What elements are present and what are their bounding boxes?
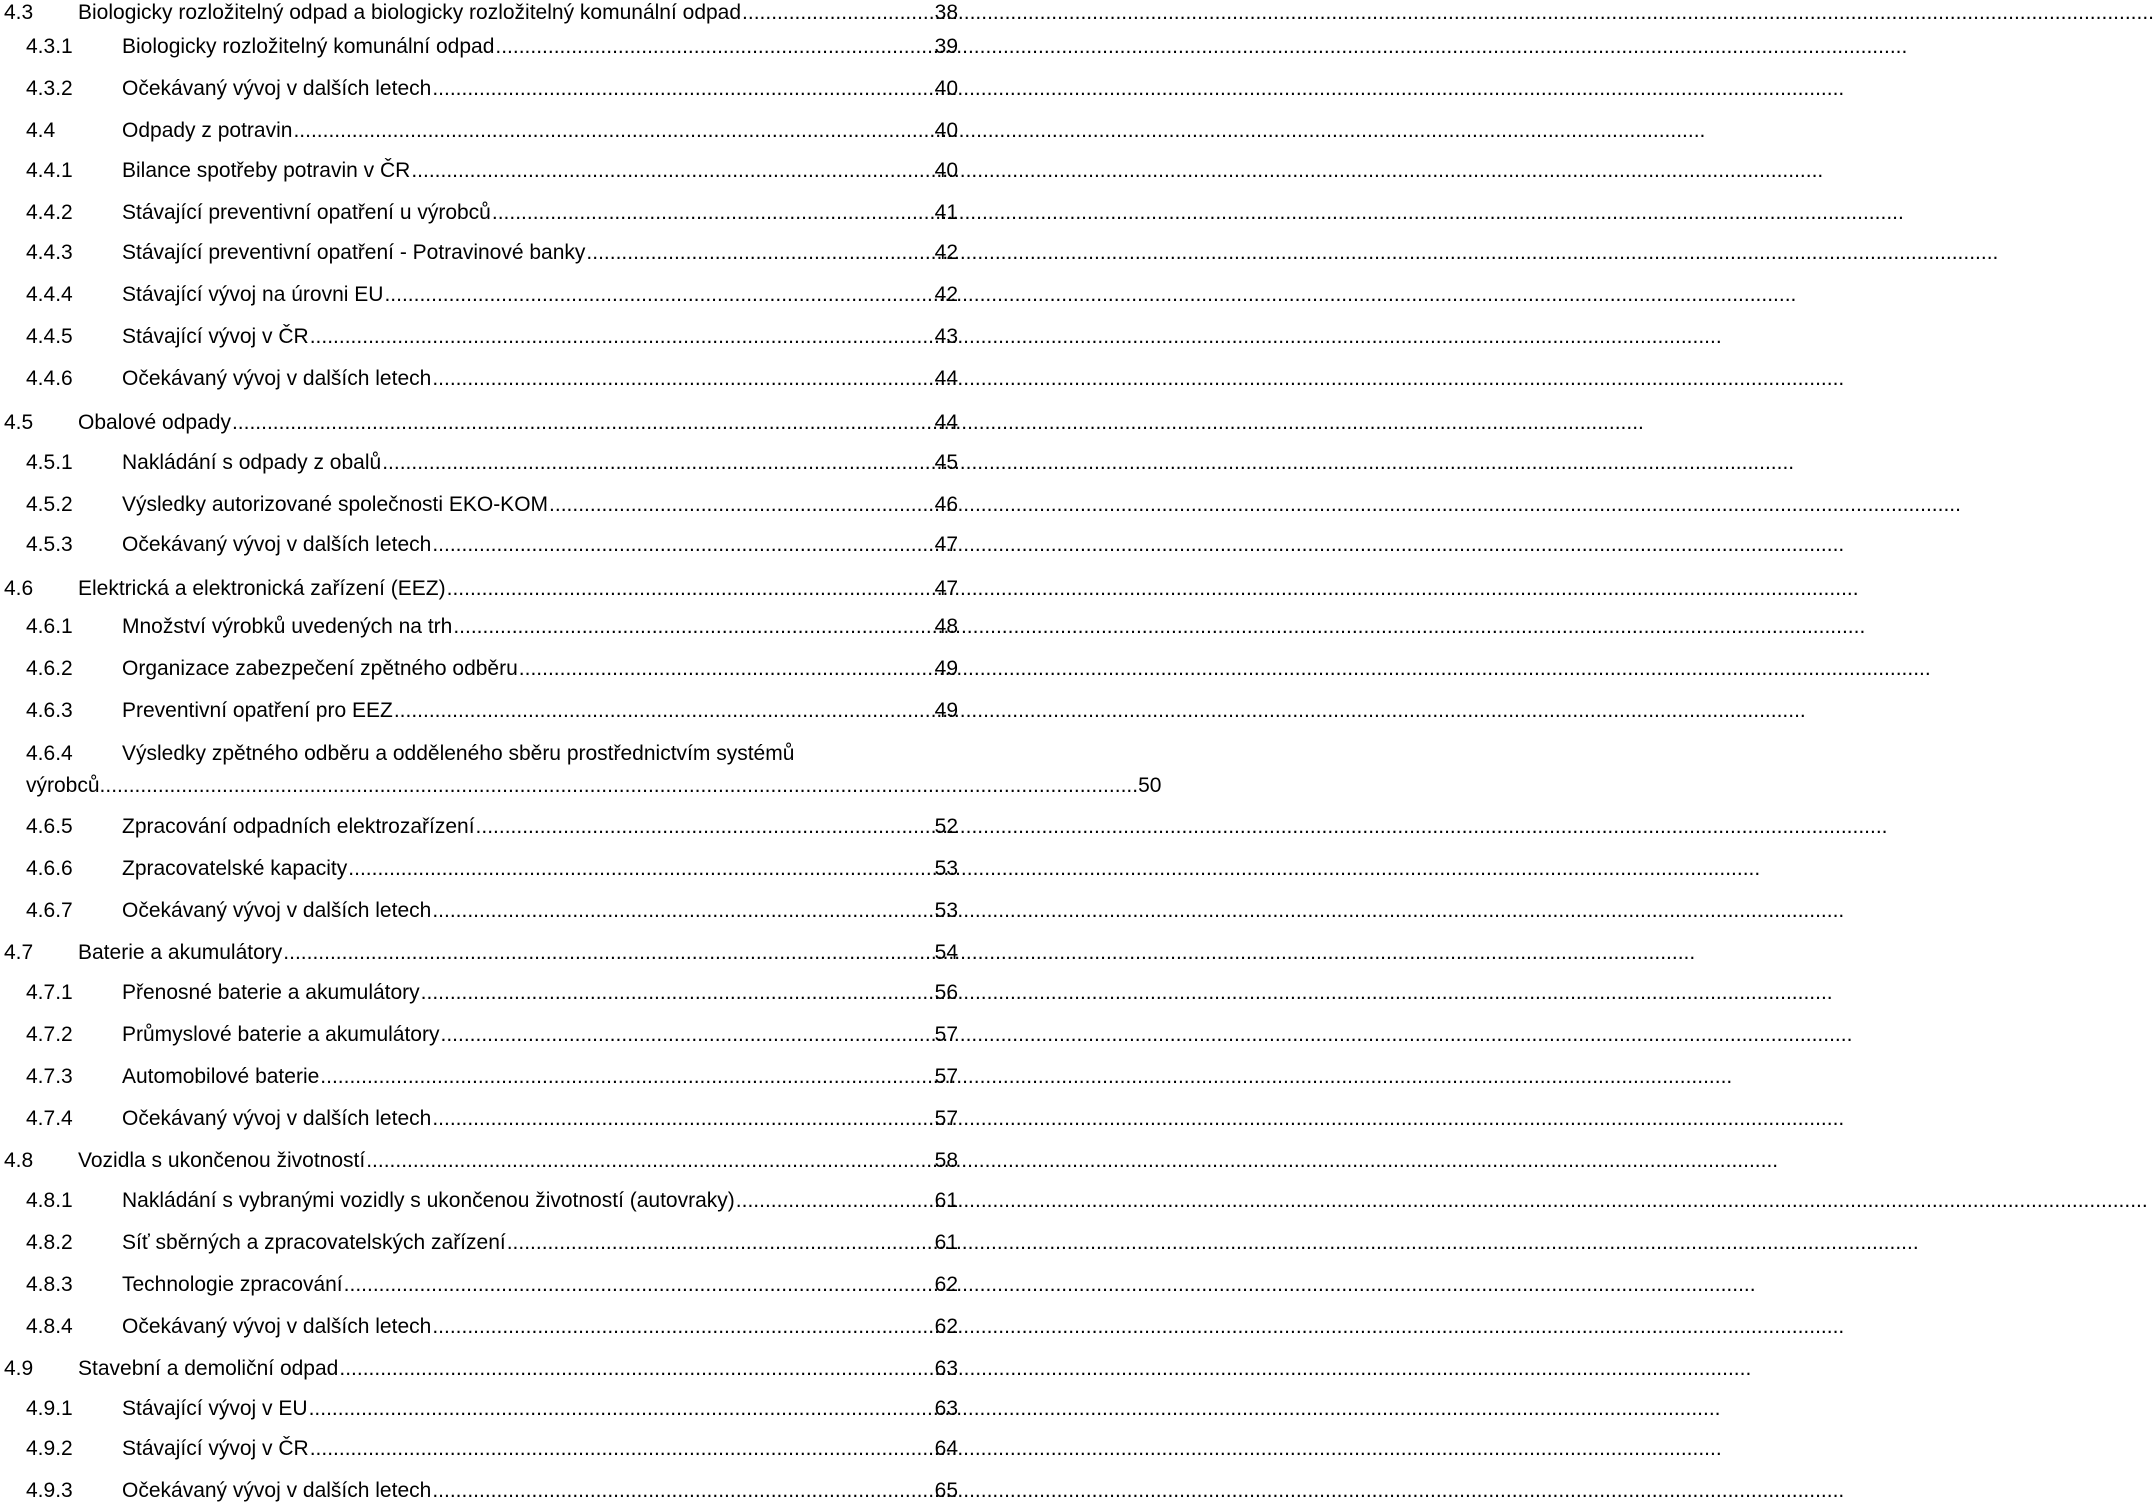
- toc-entry-page: 40: [934, 159, 958, 182]
- toc-entry-title-continued: výrobců: [26, 774, 100, 797]
- toc-entry[interactable]: [0, 1230, 958, 1256]
- toc-entry-title: Technologie zpracování: [122, 1273, 343, 1296]
- dot-leader: [421, 980, 934, 1006]
- toc-entry-page: 53: [934, 857, 958, 880]
- dot-leader: [495, 34, 933, 60]
- toc-entry-title: Zpracovatelské kapacity: [122, 857, 348, 880]
- toc-entry-page: 40: [934, 77, 958, 100]
- dot-leader: [366, 1148, 933, 1174]
- toc-entry[interactable]: [0, 738, 1162, 808]
- toc-entry[interactable]: [0, 492, 958, 518]
- toc-entry[interactable]: [0, 366, 958, 392]
- toc-entry[interactable]: [0, 940, 958, 966]
- toc-entry[interactable]: [0, 1106, 958, 1132]
- toc-entry-title: Očekávaný vývoj v dalších letech: [122, 1315, 432, 1338]
- toc-entry[interactable]: [0, 282, 958, 308]
- toc-entry-number: 4.6.6: [26, 857, 73, 880]
- toc-entry-page: 38: [934, 1, 958, 24]
- toc-entry[interactable]: [0, 1314, 958, 1340]
- toc-entry-number: 4.7.3: [26, 1065, 73, 1088]
- toc-entry[interactable]: [0, 1148, 958, 1174]
- dot-leader: [384, 282, 933, 308]
- toc-entry-page: 48: [934, 615, 958, 638]
- toc-entry[interactable]: [0, 1356, 958, 1382]
- toc-entry-title: Očekávaný vývoj v dalších letech: [122, 367, 432, 390]
- toc-entry[interactable]: [0, 200, 958, 226]
- toc-entry-page: 54: [934, 941, 958, 964]
- dot-leader: [344, 1272, 934, 1298]
- toc-entry[interactable]: [0, 1272, 958, 1298]
- toc-entry-page: 44: [934, 367, 958, 390]
- toc-entry[interactable]: [0, 450, 958, 476]
- dot-leader: [736, 1188, 934, 1214]
- dot-leader: [432, 1106, 933, 1132]
- toc-entry[interactable]: [0, 576, 958, 602]
- toc-entry-page: 58: [934, 1149, 958, 1172]
- toc-entry-title: Odpady z potravin: [122, 119, 293, 142]
- dot-leader: [586, 240, 933, 266]
- toc-entry-title: Obalové odpady: [78, 411, 231, 434]
- toc-entry[interactable]: [0, 656, 958, 682]
- toc-entry-number: 4.6.5: [26, 815, 73, 838]
- toc-entry-title: Biologicky rozložitelný odpad a biologicky rozložitelný komunální odpad: [78, 1, 742, 24]
- toc-entry-number: 4.6.2: [26, 657, 73, 680]
- toc-entry-page: 61: [934, 1189, 958, 1212]
- toc-entry-title: Nakládání s vybranými vozidly s ukončenou životností (autovraky): [122, 1189, 735, 1212]
- toc-entry-title: Očekávaný vývoj v dalších letech: [122, 77, 432, 100]
- dot-leader: [348, 856, 933, 882]
- toc-entry[interactable]: [0, 0, 958, 26]
- toc-entry[interactable]: [0, 1396, 958, 1422]
- toc-entry-number: 4.5.1: [26, 451, 73, 474]
- dot-leader: [100, 770, 1139, 802]
- toc-entry-title: Stávající vývoj na úrovni EU: [122, 283, 384, 306]
- toc-entry-title: Automobilové baterie: [122, 1065, 320, 1088]
- toc-entry-title: Množství výrobků uvedených na trh: [122, 615, 453, 638]
- toc-entry-title: Výsledky zpětného odběru a odděleného sběru prostřednictvím systémů: [122, 742, 795, 765]
- toc-entry-number: 4.3.1: [26, 35, 73, 58]
- toc-entry-title: Síť sběrných a zpracovatelských zařízení: [122, 1231, 506, 1254]
- toc-entry[interactable]: [0, 898, 958, 924]
- toc-entry[interactable]: [0, 158, 958, 184]
- toc-entry-number: 4.5: [4, 411, 34, 434]
- toc-entry-page: 46: [934, 493, 958, 516]
- toc-entry-title: Stavební a demoliční odpad: [78, 1357, 339, 1380]
- toc-entry-number: 4.7: [4, 941, 34, 964]
- dot-leader: [394, 698, 934, 724]
- dot-leader: [310, 324, 934, 350]
- toc-entry-number: 4.7.2: [26, 1023, 73, 1046]
- dot-leader: [432, 898, 933, 924]
- toc-entry-number: 4.4.3: [26, 241, 73, 264]
- dot-leader: [339, 1356, 933, 1382]
- toc-entry-page: 47: [934, 533, 958, 556]
- toc-entry-page: 43: [934, 325, 958, 348]
- dot-leader: [453, 614, 933, 640]
- toc-entry-number: 4.7.1: [26, 981, 73, 1004]
- toc-entry-page: 49: [934, 699, 958, 722]
- toc-entry-number: 4.8.1: [26, 1189, 73, 1212]
- toc-entry-number: 4.3: [4, 1, 34, 24]
- dot-leader: [549, 492, 934, 518]
- toc-entry-number: 4.8.2: [26, 1231, 73, 1254]
- toc-entry-number: 4.4.2: [26, 201, 73, 224]
- toc-entry-page: 57: [934, 1023, 958, 1046]
- toc-entry-number: 4.6.7: [26, 899, 73, 922]
- toc-entry-title: Stávající vývoj v ČR: [122, 1437, 309, 1460]
- dot-leader: [432, 1314, 933, 1340]
- toc-entry-page: 41: [934, 201, 958, 224]
- dot-leader: [411, 158, 933, 184]
- toc-entry-number: 4.7.4: [26, 1107, 73, 1130]
- dot-leader: [447, 576, 934, 602]
- dot-leader: [519, 656, 934, 682]
- dot-leader: [507, 1230, 934, 1256]
- toc-entry-number: 4.9.1: [26, 1397, 73, 1420]
- toc-entry-page: 44: [934, 411, 958, 434]
- toc-entry-page: 61: [934, 1231, 958, 1254]
- dot-leader: [476, 814, 934, 840]
- toc-entry[interactable]: [0, 532, 958, 558]
- toc-entry-title: Očekávaný vývoj v dalších letech: [122, 899, 432, 922]
- dot-leader: [310, 1436, 934, 1462]
- toc-entry-page: 42: [934, 283, 958, 306]
- toc-entry[interactable]: [0, 980, 958, 1006]
- toc-entry-page: 57: [934, 1107, 958, 1130]
- toc-entry[interactable]: [0, 814, 958, 840]
- dot-leader: [382, 450, 933, 476]
- toc-entry-number: 4.4.1: [26, 159, 73, 182]
- toc-entry-title: Preventivní opatření pro EEZ: [122, 699, 393, 722]
- toc-entry[interactable]: [0, 614, 958, 640]
- toc-entry-page: 62: [934, 1273, 958, 1296]
- toc-entry[interactable]: [0, 34, 958, 60]
- toc-entry-page: 53: [934, 899, 958, 922]
- toc-entry-title: Stávající vývoj v ČR: [122, 325, 309, 348]
- toc-entry[interactable]: [0, 698, 958, 724]
- toc-entry-number: 4.9.3: [26, 1479, 73, 1502]
- toc-entry-title: Stávající preventivní opatření - Potravinové banky: [122, 241, 586, 264]
- dot-leader: [309, 1396, 934, 1422]
- dot-leader: [432, 532, 933, 558]
- dot-leader: [232, 410, 934, 436]
- toc-entry-number: 4.4.4: [26, 283, 73, 306]
- toc-entry[interactable]: [0, 1022, 958, 1048]
- toc-entry-number: 4.5.3: [26, 533, 73, 556]
- toc-entry-title: Očekávaný vývoj v dalších letech: [122, 1479, 432, 1502]
- toc-entry-page: 56: [934, 981, 958, 1004]
- toc-entry-title: Baterie a akumulátory: [78, 941, 283, 964]
- toc-entry-title: Organizace zabezpečení zpětného odběru: [122, 657, 518, 680]
- toc-entry-page: 49: [934, 657, 958, 680]
- toc-entry-page: 57: [934, 1065, 958, 1088]
- toc-entry-page: 47: [934, 577, 958, 600]
- dot-leader: [440, 1022, 933, 1048]
- toc-entry-title: Zpracování odpadních elektrozařízení: [122, 815, 475, 838]
- toc-entry-title: Vozidla s ukončenou životností: [78, 1149, 366, 1172]
- toc-entry-number: 4.6: [4, 577, 34, 600]
- toc-entry-title: Výsledky autorizované společnosti EKO-KOM: [122, 493, 549, 516]
- toc-entry-title: Nakládání s odpady z obalů: [122, 451, 382, 474]
- toc-entry-page: 63: [934, 1357, 958, 1380]
- toc-entry-number: 4.8.4: [26, 1315, 73, 1338]
- toc-entry-number: 4.4.6: [26, 367, 73, 390]
- toc-entry[interactable]: [0, 1478, 958, 1504]
- toc-entry-title: Očekávaný vývoj v dalších letech: [122, 1107, 432, 1130]
- toc-entry-number: 4.9: [4, 1357, 34, 1380]
- toc-entry-number: 4.6.4: [26, 742, 73, 765]
- toc-entry-number: 4.6.3: [26, 699, 73, 722]
- toc-entry-title: Biologicky rozložitelný komunální odpad: [122, 35, 495, 58]
- dot-leader: [432, 366, 933, 392]
- dot-leader: [283, 940, 933, 966]
- toc-entry[interactable]: [0, 324, 958, 350]
- toc-entry-title: Bilance spotřeby potravin v ČR: [122, 159, 411, 182]
- toc-entry[interactable]: [0, 1188, 958, 1214]
- dot-leader: [432, 76, 933, 102]
- toc-entry-title: Přenosné baterie a akumulátory: [122, 981, 420, 1004]
- dot-leader: [320, 1064, 933, 1090]
- toc-entry-number: 4.8: [4, 1149, 34, 1172]
- toc-entry-number: 4.4.5: [26, 325, 73, 348]
- toc-entry[interactable]: [0, 76, 958, 102]
- toc-entry[interactable]: [0, 1436, 958, 1462]
- dot-leader: [742, 0, 934, 26]
- toc-entry-page: 39: [934, 35, 958, 58]
- toc-entry[interactable]: [0, 240, 958, 266]
- toc-entry[interactable]: [0, 118, 958, 144]
- toc-entry[interactable]: [0, 856, 958, 882]
- toc-entry-number: 4.3.2: [26, 77, 73, 100]
- toc-entry-number: 4.8.3: [26, 1273, 73, 1296]
- toc-entry-title: Průmyslové baterie a akumulátory: [122, 1023, 440, 1046]
- dot-leader: [293, 118, 933, 144]
- toc-entry-page: 45: [934, 451, 958, 474]
- toc-entry-page: 62: [934, 1315, 958, 1338]
- toc-entry-title: Elektrická a elektronická zařízení (EEZ): [78, 577, 446, 600]
- toc-entry-page: 65: [934, 1479, 958, 1502]
- toc-entry[interactable]: [0, 410, 958, 436]
- dot-leader: [432, 1478, 933, 1504]
- toc-entry-page: 40: [934, 119, 958, 142]
- toc-entry-title: Stávající preventivní opatření u výrobců: [122, 201, 491, 224]
- toc-entry-number: 4.4: [26, 119, 56, 142]
- toc-entry-number: 4.9.2: [26, 1437, 73, 1460]
- toc-entry[interactable]: [0, 1064, 958, 1090]
- toc-entry-page: 52: [934, 815, 958, 838]
- toc-entry-page: 42: [934, 241, 958, 264]
- toc-entry-page: 63: [934, 1397, 958, 1420]
- toc-entry-title: Stávající vývoj v EU: [122, 1397, 308, 1420]
- toc-entry-page: 50: [1138, 774, 1162, 797]
- toc-entry-title: Očekávaný vývoj v dalších letech: [122, 533, 432, 556]
- toc-entry-number: 4.6.1: [26, 615, 73, 638]
- dot-leader: [492, 200, 934, 226]
- toc-entry-number: 4.5.2: [26, 493, 73, 516]
- toc-entry-page: 64: [934, 1437, 958, 1460]
